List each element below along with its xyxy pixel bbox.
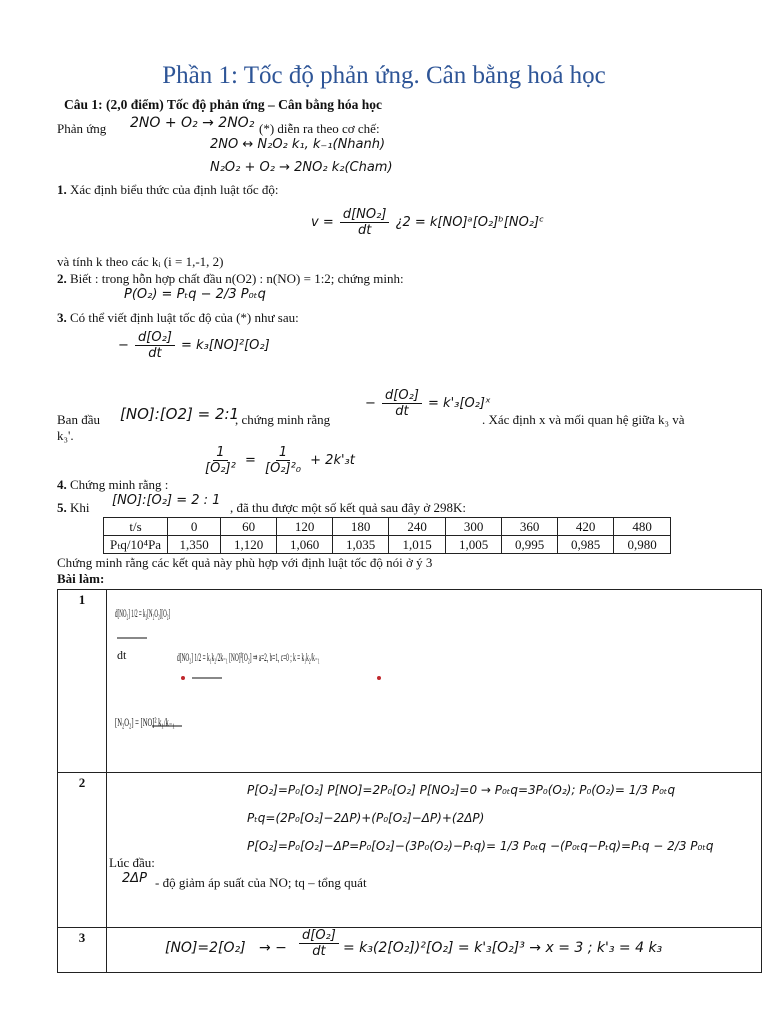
part-2-statement [57,271,404,287]
table-cell: Pₜq/10⁴Pa [104,536,168,554]
rate-law-equation: v = $\frac{\text{d[NO₂]}}{dt}$ ¿2 = k[NO]ᵃ[O₂]ᵇ[NO₂]ᶜ [311,207,544,238]
part-1-number: 1. [57,182,67,197]
part-5-prefix: Khi [70,500,90,515]
page-title: Phần 1: Tốc độ phản ứng. Cân bằng hoá học [162,62,606,89]
intro-prefix: Phản ứng [57,121,107,136]
part-4-text: Chứng minh rằng : [70,477,169,492]
answer-2-delta: 2ΔP [122,871,148,886]
part-4-equation: $\frac{1}{\text{[O₂]²}}$ = $\frac{1}{\text{[O₂]²₀}}$ + 2k'₃t [205,445,355,476]
answer-2-line-3: P[O₂]=P₀[O₂]−ΔP=P₀[O₂]−(3P₀(O₂)−Pₜq)= 1/3 P₀ₜq −(P₀ₜq−Pₜq)=Pₜq − 2/3 P₀ₜq [247,839,714,853]
mechanism-step-2: N₂O₂ + O₂ → 2NO₂ k₂(Cham) [210,160,393,175]
answer-3-fraction: $\frac{\text{d[O₂]}}{dt}$ [297,928,341,959]
table-cell: 1,005 [446,536,502,554]
answer-2-start: Lúc đầu: [109,855,155,870]
table-cell: 0,995 [502,536,558,554]
determine-text: . Xác định x và mối quan hệ giữa k₃ và [482,412,685,427]
part-3-statement [57,310,299,326]
table-row [104,518,671,536]
answer-number-1: 1 [58,590,107,773]
table-cell: 0 [168,518,221,536]
initial-prefix: Ban đầu [57,412,100,427]
table-cell: 0,980 [614,536,671,554]
answer-table [57,589,762,973]
answer-3-line-2: → − [259,940,287,956]
part-3-rate-law: − $\frac{\text{d[O₂]}}{dt}$ = k₃[NO]²[O₂] [118,330,270,361]
part-2-number: 2. [57,271,67,286]
part-3-number: 3. [57,310,67,325]
part-2-text: Biết : trong hỗn hợp chất đầu n(O2) : n(NO) = 1:2; chứng minh: [70,271,404,286]
part-5-number: 5. [57,500,67,515]
part-4-statement [57,477,168,493]
solution-header: Bài làm: [57,571,105,586]
initial-ratio: [NO]:[O2] = 2:1 [120,405,240,423]
answer-cell-3 [107,928,762,973]
table-cell: 0,985 [558,536,614,554]
table-cell: 420 [558,518,614,536]
answer-3-line-1: [NO]=2[O₂] [165,940,246,956]
part-4-number: 4. [57,477,67,492]
answer-cell-2 [107,773,762,928]
intro-suffix: (*) diễn ra theo cơ chế: [259,121,380,136]
table-cell: 360 [502,518,558,536]
part-1-statement [57,182,279,198]
answer-3-line-4: = k₃(2[O₂])²[O₂] = k'₃[O₂]³ → x = 3 ; k'₃ = 4 k₃ [343,940,663,956]
part-5-statement [57,500,90,516]
part-1-tail: và tính k theo các kᵢ (i = 1,-1, 2) [57,254,224,269]
answer-2-note: - độ giảm áp suất của NO; tq – tổng quát [155,875,367,890]
table-cell: 300 [446,518,502,536]
part-1-text: Xác định biểu thức của định luật tốc độ: [70,182,279,197]
table-cell: 60 [221,518,277,536]
part-3-prove-formula: − $\frac{\text{d[O₂]}}{dt}$ = k'₃[O₂]ˣ [365,388,491,419]
table-cell: 240 [389,518,446,536]
table-cell: 1,060 [277,536,333,554]
part-5-suffix: , đã thu được một số kết quả sau đây ở 298K: [230,500,466,515]
table-cell: t/s [104,518,168,536]
answer-1-line-2: dt [117,648,127,662]
k3-prime-text: k₃'. [57,428,74,443]
answer-1-line-3: d[NO₂] 1/2 = k₁k₂/2k₋₁ [NO]²[O₂] ⇒ a=2, b=1, c=0 ; k = k₁k₂/k₋₁ [177,650,320,664]
table-cell: 120 [277,518,333,536]
table-cell: 480 [614,518,671,536]
part-5-conclusion: Chứng minh rằng các kết quả này phù hợp với định luật tốc độ nói ở ý 3 [57,555,433,570]
answer-1-fraction-bars [107,590,397,770]
table-row [58,590,762,773]
answer-number-2: 2 [58,773,107,928]
table-cell: 1,120 [221,536,277,554]
part-5-ratio: [NO]:[O₂] = 2 : 1 [112,493,221,508]
intro-reaction: 2NO + O₂ → 2NO₂ [130,115,255,131]
answer-2-line-2: Pₜq=(2P₀[O₂]−2ΔP)+(P₀[O₂]−ΔP)+(2ΔP) [247,811,485,825]
question-header: Câu 1: (2,0 điểm) Tốc độ phản ứng – Cân bằng hóa học [64,97,383,112]
answer-1-line-1: d[NO₂] 1/2 = k₂[N₂O₂][O₂] [115,606,171,620]
table-cell: 1,035 [333,536,389,554]
pressure-data-table [103,517,671,554]
mechanism-step-1: 2NO ↔ N₂O₂ k₁, k₋₁(Nhanh) [210,137,386,152]
part-2-formula: P(O₂) = Pₜq − 2/3 P₀ₜq [124,287,266,302]
table-row [104,536,671,554]
prove-text: , chứng minh rằng [235,412,331,427]
part-3-text: Có thể viết định luật tốc độ của (*) như sau: [70,310,299,325]
answer-2-line-1: P[O₂]=P₀[O₂] P[NO]=2P₀[O₂] P[NO₂]=0 → P₀ₜq=3P₀(O₂); P₀(O₂)= 1/3 P₀ₜq [247,783,676,797]
table-cell: 1,350 [168,536,221,554]
answer-1-line-4: [N₂O₂] = [NO]² k₁/k₋₁ [115,715,175,729]
table-cell: 1,015 [389,536,446,554]
table-cell: 180 [333,518,389,536]
table-row [58,928,762,973]
answer-cell-1 [107,590,762,773]
table-row [58,773,762,928]
answer-number-3: 3 [58,928,107,973]
